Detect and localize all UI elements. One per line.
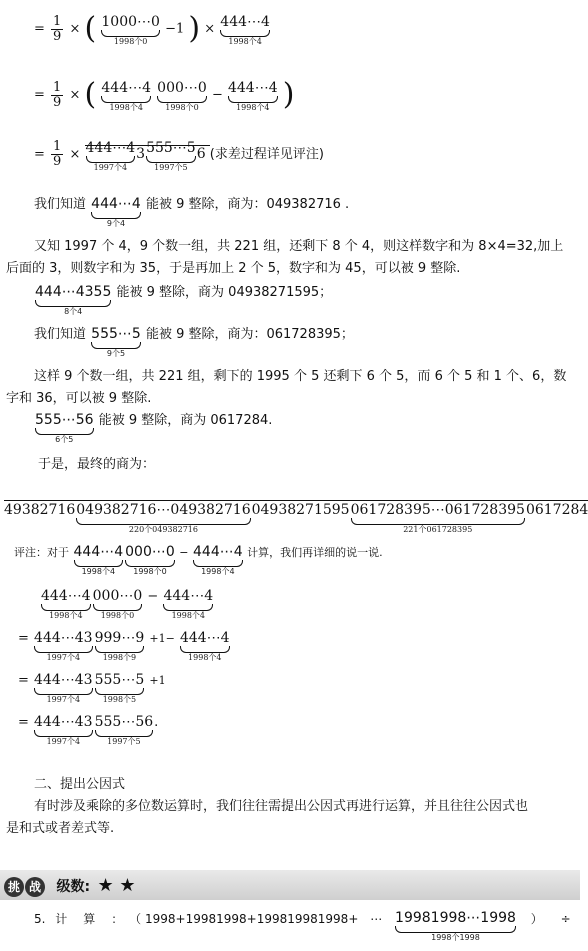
text: 我们知道 xyxy=(34,197,87,212)
star-icon: ★ ★ xyxy=(97,875,136,896)
minus-sign: − xyxy=(179,546,189,559)
term-digits: 049382716⋯049382716 xyxy=(76,502,251,518)
question-5 xyxy=(34,910,571,943)
question-number: 5. xyxy=(34,912,46,926)
term-count: 1997个4 xyxy=(93,163,128,172)
term-digits: 444⋯43 xyxy=(34,630,93,646)
term-digits: 444⋯43 xyxy=(34,714,93,730)
term-digits: 444⋯4355 xyxy=(35,284,112,300)
term-count: 8个4 xyxy=(64,307,83,316)
term-count: 1998个5 xyxy=(102,695,137,704)
underbrace-term xyxy=(227,80,279,113)
underbrace-term xyxy=(94,672,146,705)
term-count: 1998个4 xyxy=(188,653,222,662)
term-count: 1998个4 xyxy=(109,103,143,112)
minus-sign: − xyxy=(211,87,223,103)
side-note: (求差过程详见评注) xyxy=(209,147,324,162)
underbrace-term xyxy=(145,140,197,173)
fraction-denominator: 9 xyxy=(53,154,62,169)
term-digits: 555⋯5 xyxy=(94,672,145,688)
equation-2 xyxy=(34,77,295,113)
term-digits: 444⋯4 xyxy=(220,14,270,30)
question-label: 计 算 ： xyxy=(55,912,126,926)
term-count: 1998个0 xyxy=(133,567,167,576)
paragraph-6 xyxy=(34,412,272,445)
underbrace xyxy=(125,560,175,567)
text: 能被 9 整除，商为 04938271595； xyxy=(116,285,333,300)
left-paren: ( xyxy=(84,11,97,46)
equals-sign: = xyxy=(18,631,29,646)
underbrace xyxy=(93,604,143,611)
equals-sign: = xyxy=(34,87,45,103)
equals-sign: = xyxy=(18,673,29,688)
term-digits: 444⋯4 xyxy=(163,588,214,604)
equation-3 xyxy=(34,140,324,173)
term-digits: 19981998⋯1998 xyxy=(395,910,516,926)
expression: 1998+19981998+199819981998+ xyxy=(144,912,359,926)
term-count: 1998个4 xyxy=(228,37,262,46)
underbrace xyxy=(34,646,93,653)
minus-one: −1 xyxy=(165,21,185,37)
paragraph-1 xyxy=(34,196,349,229)
underbrace xyxy=(163,604,213,611)
term-count: 220个049382716 xyxy=(128,525,198,534)
digits: 04938271595 xyxy=(251,502,350,518)
underbrace xyxy=(76,518,250,525)
underbrace-term xyxy=(100,14,161,47)
overlined-number xyxy=(85,140,210,172)
fraction xyxy=(51,140,63,169)
term-digits: 444⋯4 xyxy=(179,630,230,646)
term-count: 6个5 xyxy=(55,435,74,444)
underbrace xyxy=(101,30,160,37)
right-paren: ） xyxy=(530,912,543,926)
calc-row-3 xyxy=(18,672,166,705)
term-digits: 444⋯4 xyxy=(193,544,243,560)
term-digits: 000⋯0 xyxy=(92,588,143,604)
term-count: 1997个4 xyxy=(46,695,81,704)
term-digits: 444⋯4 xyxy=(41,588,91,604)
digits: 49382716 xyxy=(4,502,76,518)
paragraph-3 xyxy=(34,284,332,317)
left-paren: （ xyxy=(129,912,142,926)
underbrace-term xyxy=(350,502,526,535)
final-quotient xyxy=(4,500,588,535)
underbrace-term xyxy=(94,630,146,663)
times-sign: × xyxy=(69,147,81,162)
term-count: 1998个4 xyxy=(201,567,235,576)
underbrace xyxy=(74,560,124,567)
digit: 3 xyxy=(136,146,146,162)
underbrace-term xyxy=(162,588,214,621)
term-count: 1998个4 xyxy=(81,567,116,576)
term-digits: 1000⋯0 xyxy=(101,14,160,30)
underbrace-term xyxy=(40,588,92,621)
divide-sign: ÷ xyxy=(560,912,571,926)
term-digits: 555⋯5 xyxy=(91,326,141,342)
term-count: 1997个5 xyxy=(154,163,188,172)
level-label: 级数: xyxy=(56,879,91,895)
term-count: 1998个4 xyxy=(171,611,206,620)
term-count: 1997个4 xyxy=(46,737,81,746)
term-digits: 444⋯4 xyxy=(227,80,278,96)
right-paren: ) xyxy=(188,11,201,46)
paragraph-4 xyxy=(34,326,354,359)
term-count: 221个061728395 xyxy=(403,525,473,534)
text: 我们知道 xyxy=(34,327,87,342)
term-digits: 444⋯43 xyxy=(34,672,93,688)
term-digits: 444⋯4 xyxy=(73,544,124,560)
fraction-numerator: 1 xyxy=(53,139,62,154)
underbrace-term xyxy=(94,714,155,747)
underbrace xyxy=(95,730,154,737)
digits: 0617284 xyxy=(525,502,588,518)
paragraph-5-line-2: 字和 36，可以被 9 整除. xyxy=(6,391,152,406)
term-count: 1998个0 xyxy=(165,103,199,112)
underbrace xyxy=(228,96,278,103)
underbrace xyxy=(34,730,93,737)
calc-row-4 xyxy=(18,714,158,747)
term-count: 1997个5 xyxy=(107,737,141,746)
period: . xyxy=(154,715,159,730)
times-sign: × xyxy=(204,21,216,37)
underbrace xyxy=(193,560,243,567)
fraction xyxy=(51,81,63,110)
fraction-numerator: 1 xyxy=(53,13,62,29)
term-count: 1997个4 xyxy=(46,653,81,662)
underbrace-term xyxy=(33,630,94,663)
term-digits: 555⋯5 xyxy=(146,140,196,156)
commentary xyxy=(14,544,383,577)
term-count: 1998个0 xyxy=(113,37,148,46)
underbrace xyxy=(34,688,93,695)
underbrace-term xyxy=(90,196,142,229)
equals-sign: = xyxy=(34,21,45,37)
underbrace-term xyxy=(33,714,94,747)
note-tail: 计算，我们再详细的说一说. xyxy=(247,546,383,559)
calc-row-1 xyxy=(40,588,214,621)
text: 能被 9 整除，商为：049382716 . xyxy=(145,197,350,212)
term-digits: 000⋯0 xyxy=(125,544,175,560)
right-paren: ) xyxy=(282,77,295,112)
term-digits: 444⋯4 xyxy=(91,196,141,212)
underbrace xyxy=(35,300,111,307)
challenge-badge: 战 xyxy=(25,877,45,897)
underbrace xyxy=(146,156,196,163)
underbrace xyxy=(86,156,136,163)
fraction-denominator: 9 xyxy=(53,94,62,110)
calc-row-2 xyxy=(18,630,231,663)
underbrace-term xyxy=(156,80,208,113)
term-digits: 444⋯4 xyxy=(85,140,136,156)
underbrace xyxy=(91,212,141,219)
challenge-header xyxy=(4,875,136,897)
fraction-denominator: 9 xyxy=(53,28,62,44)
underbrace-term xyxy=(394,910,517,943)
underbrace xyxy=(95,688,145,695)
term-digits: 555⋯56 xyxy=(35,412,94,428)
underbrace-term xyxy=(179,630,231,663)
minus-sign: − xyxy=(147,589,159,604)
left-paren: ( xyxy=(84,77,97,112)
underbrace xyxy=(180,646,230,653)
term-count: 1998个4 xyxy=(49,611,83,620)
term-digits: 061728395⋯061728395 xyxy=(350,502,525,518)
challenge-badge: 挑 xyxy=(4,877,24,897)
underbrace xyxy=(41,604,91,611)
plus-one: +1 xyxy=(149,674,166,687)
section-paragraph-line-2: 是和式或者差式等. xyxy=(6,821,115,836)
fraction xyxy=(51,15,63,44)
underbrace xyxy=(91,342,141,349)
digit: 6 xyxy=(196,146,206,162)
times-sign: × xyxy=(69,21,81,37)
term-digits: 000⋯0 xyxy=(157,80,207,96)
underbrace xyxy=(395,926,516,933)
text: 能被 9 整除，商为 0617284. xyxy=(98,413,273,428)
term-count: 1998个1998 xyxy=(431,933,480,942)
underbrace-term xyxy=(75,502,251,535)
paragraph-2-line-2: 后面的 3，则数字和为 35，于是再加上 2 个 5，数字和为 45，可以被 9 整除. xyxy=(6,261,461,276)
underbrace-term xyxy=(33,672,94,705)
underbrace-term xyxy=(90,326,142,359)
text: 能被 9 整除，商为：061728395； xyxy=(145,327,354,342)
section-heading: 二、提出公因式 xyxy=(34,777,126,792)
underbrace xyxy=(35,428,94,435)
times-sign: × xyxy=(69,87,81,103)
paragraph-2-line-1: 又知 1997 个 4，9 个数一组，共 221 组，还剩下 8 个 4，则这样数字和为 8×4=32,加上 xyxy=(34,239,564,254)
plus-one-minus: +1− xyxy=(149,632,175,645)
underbrace-term xyxy=(124,544,176,577)
underbrace-term xyxy=(73,544,125,577)
section-paragraph-line-1: 有时涉及乘除的多位数运算时，我们往往需提出公因式再进行运算，并且往往公因式也 xyxy=(34,799,529,814)
note-label: 评注：对于 xyxy=(14,546,69,559)
term-count: 1998个0 xyxy=(100,611,135,620)
underbrace-term xyxy=(219,14,271,47)
term-count: 1998个9 xyxy=(102,653,137,662)
paragraph-5-line-1: 这样 9 个数一组，共 221 组，剩下的 1995 个 5 还剩下 6 个 5，而 6 个 5 和 1 个、6，数 xyxy=(34,369,567,384)
underbrace-term xyxy=(85,140,137,173)
equals-sign: = xyxy=(34,147,45,162)
paragraph-7: 于是，最终的商为： xyxy=(38,457,156,472)
term-digits: 555⋯56 xyxy=(94,714,154,730)
fraction-numerator: 1 xyxy=(53,79,62,95)
underbrace xyxy=(95,646,145,653)
underbrace xyxy=(157,96,207,103)
underbrace xyxy=(220,30,270,37)
ellipsis: ⋯ xyxy=(370,912,383,926)
challenge-bar xyxy=(0,870,580,900)
underbrace-term xyxy=(92,588,144,621)
equals-sign: = xyxy=(18,715,29,730)
underbrace-term xyxy=(192,544,244,577)
underbrace-term xyxy=(34,284,112,317)
underbrace-term xyxy=(34,412,95,445)
term-count: 9个5 xyxy=(106,349,126,358)
term-count: 1998个4 xyxy=(236,103,270,112)
underbrace xyxy=(101,96,151,103)
equation-1 xyxy=(34,11,271,47)
underbrace-term xyxy=(100,80,152,113)
underbrace xyxy=(351,518,525,525)
term-count: 9个4 xyxy=(106,219,126,228)
term-digits: 999⋯9 xyxy=(94,630,145,646)
term-digits: 444⋯4 xyxy=(101,80,152,96)
